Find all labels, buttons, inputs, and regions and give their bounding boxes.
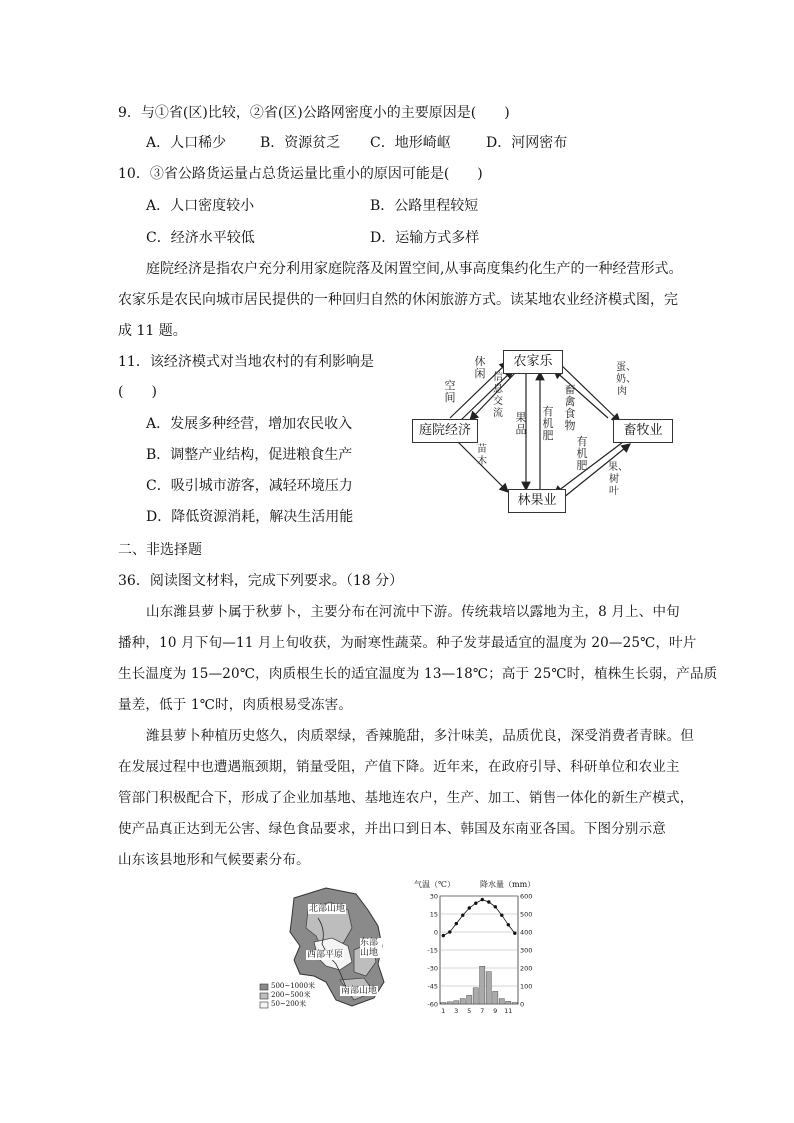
climate-plot <box>414 892 542 1020</box>
temp-point <box>500 914 503 917</box>
climate-chart <box>414 880 542 1020</box>
label-miaomu: 苗木 <box>477 444 487 467</box>
q36-p1-line-3: 生长温度为 15—20℃，肉质根生长的适宜温度为 13—18℃；高于 25℃时，植株生长弱，产品质 <box>118 666 718 682</box>
label-guopin: 果品 <box>515 411 527 436</box>
map-label-west: 西部平原 <box>307 950 344 960</box>
temp-point <box>448 930 451 933</box>
temp-line <box>443 900 515 936</box>
q10-option-c: C．经济水平较低 <box>146 230 255 246</box>
node-tingyuan: 庭院经济 <box>412 419 478 443</box>
q9-option-a: A．人口稀少 <box>146 135 227 151</box>
node-xumuye: 畜牧业 <box>613 419 673 443</box>
q36-stem: 36．阅读图文材料，完成下列要求。（18 分） <box>118 573 404 589</box>
label-guoye: 果、树叶 <box>608 462 628 497</box>
month-label: 11 <box>504 1007 513 1015</box>
left-tick-label: -45 <box>427 982 438 991</box>
left-tick-label: -30 <box>427 964 438 973</box>
q10-option-a: A．人口密度较小 <box>146 198 255 214</box>
q36-p1-line-1: 山东潍县萝卜属于秋萝卜，主要分布在河流中下游。传统栽培以露地为主，8 月上、中旬 <box>146 604 680 620</box>
left-tick-label: -15 <box>427 946 438 955</box>
right-tick-label: 300 <box>520 946 533 955</box>
precip-bar <box>493 991 498 1004</box>
q11-bracket: ( ) <box>118 384 157 400</box>
label-xinxi: 信息交流 <box>493 372 503 419</box>
left-tick-label: 15 <box>429 910 438 919</box>
precip-bar <box>454 1001 459 1004</box>
right-tick-label: 200 <box>520 964 533 973</box>
q11-option-d: D．降低资源消耗，解决生活用能 <box>146 509 354 525</box>
precip-bar <box>499 999 504 1004</box>
label-youjifei-2: 有机肥 <box>576 435 588 472</box>
left-tick-label: 30 <box>429 892 438 901</box>
q10-option-b: B．公路里程较短 <box>370 198 479 214</box>
right-tick-label: 400 <box>520 928 533 937</box>
right-tick-label: 600 <box>520 892 533 901</box>
label-youjifei-1: 有机肥 <box>542 405 554 442</box>
q36-p1-line-2: 播种，10 月下旬—11 月上旬收获，为耐寒性蔬菜。种子发芽最适宜的温度为 20—25℃，叶片 <box>118 635 697 651</box>
terrain-map <box>256 880 396 1020</box>
temp-point <box>507 923 510 926</box>
precip-bar <box>447 1002 452 1004</box>
label-dan: 蛋、奶、肉 <box>616 362 636 397</box>
q9-stem: 9．与①省(区)比较，②省(区)公路网密度小的主要原因是( ) <box>118 105 510 121</box>
map-label-north: 北部山地 <box>309 904 346 914</box>
temp-point <box>513 932 516 935</box>
q9-option-d: D．河网密布 <box>486 135 568 151</box>
precip-bar <box>460 999 465 1004</box>
precip-bar <box>486 972 491 1004</box>
precip-bar <box>441 1003 446 1004</box>
right-tick-label: 500 <box>520 910 533 919</box>
month-label: 7 <box>480 1007 485 1015</box>
precip-bar <box>506 1001 511 1004</box>
temp-point <box>468 906 471 909</box>
temp-point <box>455 922 458 925</box>
climate-left-title: 气温（℃） <box>414 880 455 889</box>
q36-p2-line-5: 山东该县地形和气候要素分布。 <box>118 852 310 868</box>
precip-bar <box>512 1003 517 1004</box>
map-label-east: 东部山地 <box>360 938 382 958</box>
intro-line-2: 农家乐是农民向城市居民提供的一种回归自然的休闲旅游方式。读某地农业经济模式图，完 <box>118 292 678 308</box>
left-tick-label: 0 <box>433 928 438 937</box>
q11-stem: 11．该经济模式对当地农村的有利影响是 <box>118 354 374 370</box>
legend-50-200: 50~200米 <box>271 1000 307 1008</box>
q36-p2-line-1: 潍县萝卜种植历史悠久，肉质翠绿，香辣脆甜，多汁味美，品质优良，深受消费者青睐。但 <box>146 728 694 744</box>
precip-bar <box>480 966 485 1004</box>
temp-point <box>474 902 477 905</box>
right-tick-label: 100 <box>520 982 533 991</box>
month-label: 5 <box>467 1007 472 1015</box>
temp-point <box>442 934 445 937</box>
right-tick-label: 0 <box>520 1000 525 1009</box>
precip-bar <box>467 995 472 1004</box>
legend-200-500: 200~500米 <box>271 991 311 999</box>
temp-point <box>481 898 484 901</box>
temp-point <box>494 905 497 908</box>
legend-500-1000: 500~1000米 <box>271 982 316 990</box>
month-label: 9 <box>493 1007 498 1015</box>
month-label: 1 <box>441 1007 446 1015</box>
precip-bar <box>473 988 478 1004</box>
q11-option-b: B．调整产业结构，促进粮食生产 <box>146 447 353 463</box>
q10-option-d: D．运输方式多样 <box>370 230 480 246</box>
agri-model-diagram <box>408 340 688 522</box>
label-kongjian: 空间 <box>444 379 456 404</box>
node-nongjiale: 农家乐 <box>503 350 563 374</box>
q10-stem: 10．③省公路货运量占总货运量比重小的原因可能是( ) <box>118 166 483 182</box>
temp-point <box>487 900 490 903</box>
map-label-south: 南部山地 <box>341 986 378 996</box>
node-linguoye: 林果业 <box>508 489 566 513</box>
intro-line-1: 庭院经济是指农户充分利用家庭院落及闲置空间,从事高度集约化生产的一种经营形式。 <box>146 261 683 277</box>
label-xiuxian: 休闲 <box>474 355 486 380</box>
section-title: 二、非选择题 <box>118 542 202 558</box>
climate-right-title: 降水量（mm） <box>480 880 536 889</box>
intro-line-3: 成 11 题。 <box>118 323 187 339</box>
q36-p1-line-4: 量差，低于 1℃时，肉质根易受冻害。 <box>118 697 353 713</box>
q11-option-c: C．吸引城市游客，减轻环境压力 <box>146 478 353 494</box>
q36-p2-line-3: 管部门积极配合下，形成了企业加基地、基地连农户，生产、加工、销售一体化的新生产模式， <box>118 790 694 806</box>
label-xuqin: 畜禽食物 <box>564 383 576 432</box>
temp-point <box>461 914 464 917</box>
q11-option-a: A．发展多种经营，增加农民收入 <box>146 416 353 432</box>
q9-option-b: B．资源贫乏 <box>260 135 341 151</box>
q36-p2-line-2: 在发展过程中也遭遇瓶颈期，销量受阻，产值下降。近年来，在政府引导、科研单位和农业主 <box>118 759 680 775</box>
left-tick-label: -60 <box>427 1000 438 1009</box>
q9-option-c: C．地形崎岖 <box>370 135 451 151</box>
month-label: 3 <box>454 1007 459 1015</box>
q36-p2-line-4: 使产品真正达到无公害、绿色食品要求，并出口到日本、韩国及东南亚各国。下图分别示意 <box>118 821 666 837</box>
